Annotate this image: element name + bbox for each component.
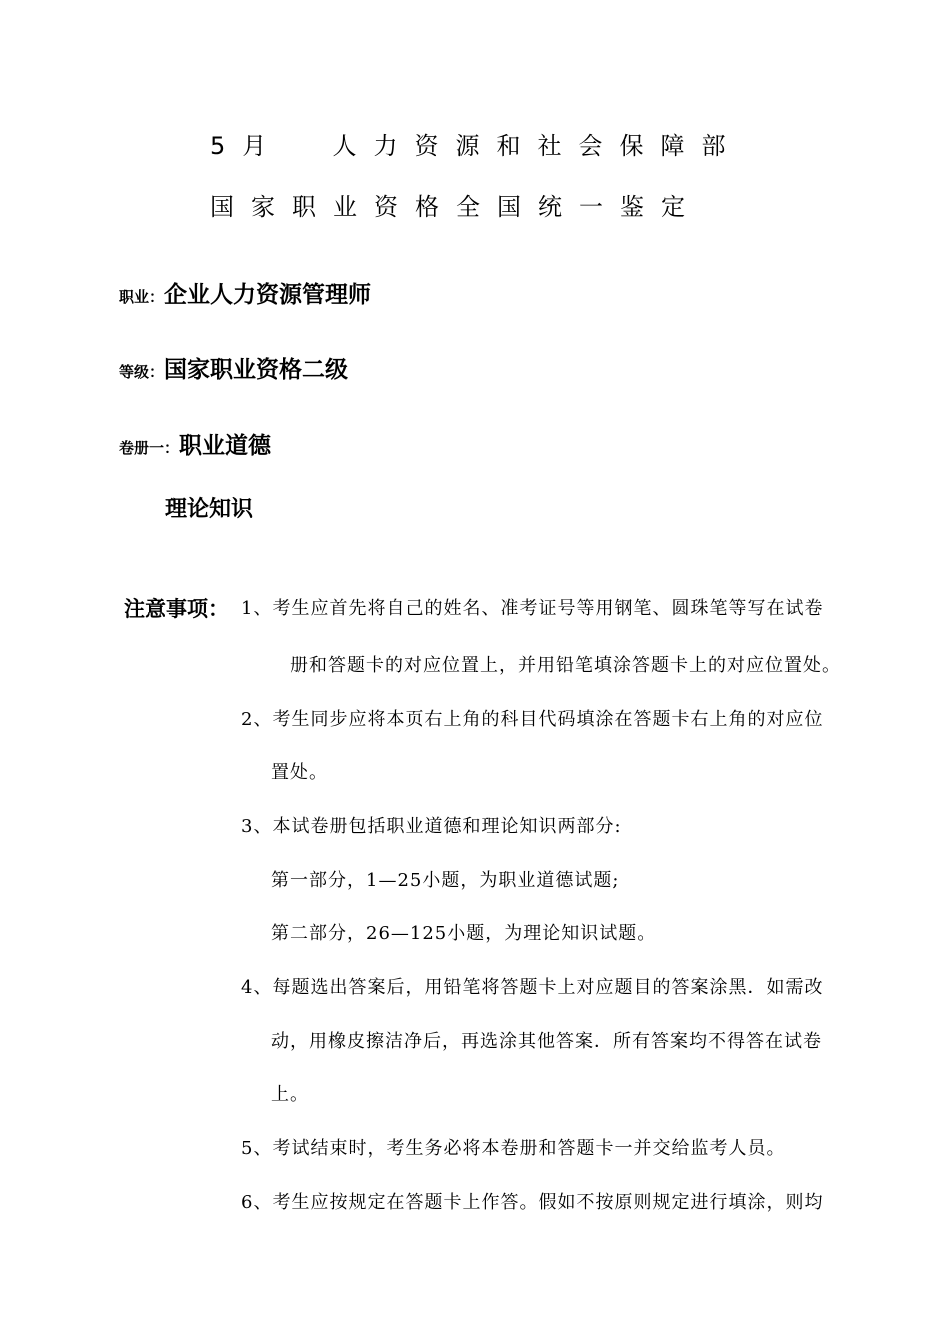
occupation-label: 职业： (119, 288, 165, 306)
notice-line: 4、每题选出答案后，用铅笔将答题卡上对应题目的答案涂黑．如需改 (241, 977, 824, 998)
notice-line: 1、考生应首先将自己的姓名、准考证号等用钢笔、圆珠笔等写在试卷 (241, 598, 824, 619)
notice-line: 册和答题卡的对应位置上，并用铅笔填涂答题卡上的对应位置处。 (290, 655, 841, 676)
header-line-1: 5月 人力资源和社会保障部 (210, 132, 743, 160)
notice-line: 上。 (271, 1084, 309, 1105)
volume-value: 职业道德 (179, 433, 272, 459)
notice-line: 动，用橡皮擦洁净后，再选涂其他答案．所有答案均不得答在试卷 (271, 1031, 822, 1052)
notice-line: 3、本试卷册包括职业道德和理论知识两部分: (241, 816, 622, 837)
notice-line: 第一部分，1—25小题，为职业道德试题; (271, 870, 620, 891)
level-row (119, 351, 348, 384)
volume-label: 卷册一： (119, 439, 180, 457)
level-value: 国家职业资格二级 (164, 357, 349, 383)
level-label: 等级： (119, 363, 165, 381)
volume-subtitle: 理论知识 (165, 497, 254, 522)
occupation-row (119, 276, 371, 309)
notice-line: 6、考生应按规定在答题卡上作答。假如不按原则规定进行填涂，则均 (241, 1192, 824, 1213)
notice-line: 第二部分，26—125小题，为理论知识试题。 (271, 923, 657, 944)
notice-line: 置处。 (271, 762, 328, 783)
notice-line: 2、考生同步应将本页右上角的科目代码填涂在答题卡右上角的对应位 (241, 709, 824, 730)
header-line-2: 国家职业资格全国统一鉴定 (210, 193, 702, 221)
notice-label: 注意事项： (124, 597, 229, 621)
volume-row (119, 427, 271, 460)
notice-line: 5、考试结束时，考生务必将本卷册和答题卡一并交给监考人员。 (241, 1138, 786, 1159)
occupation-value: 企业人力资源管理师 (164, 282, 372, 308)
